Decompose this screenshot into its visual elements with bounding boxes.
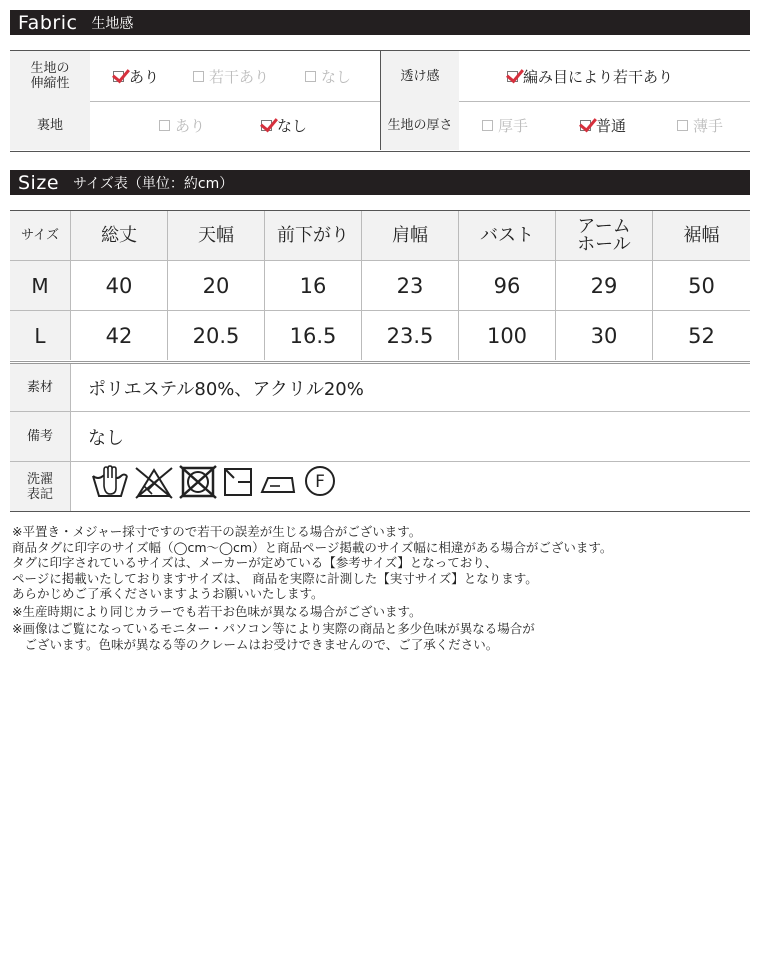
- divider: [70, 462, 71, 511]
- header-cell: バスト: [458, 211, 555, 260]
- sheer-label: 透け感: [381, 51, 459, 101]
- thickness-label: 生地の厚さ: [381, 101, 459, 150]
- divider: [10, 361, 750, 362]
- thickness-option-thick[interactable]: [482, 101, 528, 150]
- size-table-header: [10, 211, 750, 260]
- fabric-section-header: [10, 10, 750, 35]
- material-label: 素材: [10, 364, 70, 411]
- value-cell: 30: [555, 311, 652, 360]
- checkbox-empty-icon: [159, 120, 170, 131]
- value-cell: 16: [264, 261, 361, 310]
- header-cell: 肩幅: [361, 211, 458, 260]
- value-cell: 23.5: [361, 311, 458, 360]
- thickness-option-normal[interactable]: [580, 101, 626, 150]
- note-line: ※生産時期により同じカラーでも若干お色味が異なる場合がございます。: [12, 603, 422, 619]
- notes: [12, 524, 752, 652]
- stretch-option-none[interactable]: [305, 51, 351, 101]
- header-cell: 天幅: [167, 211, 264, 260]
- note-line: ※平置き・メジャー採寸ですので若干の誤差が生じる場合がございます。: [12, 524, 422, 539]
- divider: [70, 412, 71, 461]
- option-label: なし: [277, 117, 308, 135]
- checkbox-empty-icon: [482, 120, 493, 131]
- checkbox-empty-icon: [677, 120, 688, 131]
- value-cell: 40: [70, 261, 167, 310]
- no-tumble-dry-icon: [178, 464, 218, 504]
- checkbox-checked-icon: [507, 71, 518, 82]
- lining-option-none[interactable]: [261, 101, 307, 150]
- size-cell: M: [10, 261, 70, 310]
- option-label: あり: [175, 117, 206, 135]
- fabric-row-1: [10, 51, 750, 102]
- divider: [10, 511, 750, 512]
- washing-icons: [90, 465, 338, 503]
- note-line: あらかじめご了承くださいますようお願いいたします。: [12, 586, 324, 601]
- dry-clean-letter: F: [315, 472, 325, 492]
- option-label: あり: [129, 67, 160, 86]
- note-line: ※画像はご覧になっているモニター・パソコン等により実際の商品と多少色味が異なる場合が: [12, 621, 535, 636]
- header-cell: 総丈: [70, 211, 167, 260]
- value-cell: 96: [458, 261, 555, 310]
- checkbox-empty-icon: [193, 71, 204, 82]
- header-cell: サイズ: [10, 211, 70, 260]
- size-title: Size: [18, 171, 60, 194]
- remarks-value: なし: [88, 427, 124, 449]
- checkbox-empty-icon: [305, 71, 316, 82]
- note-line: ございます。色味が異なる等のクレームはお受けできませんので、ご了承ください。: [12, 636, 499, 652]
- fabric-title: Fabric: [18, 11, 78, 34]
- line-dry-shade-icon: [222, 464, 254, 504]
- option-label: なし: [321, 67, 352, 86]
- checkbox-checked-icon: [580, 120, 591, 131]
- no-bleach-icon: [134, 464, 174, 504]
- lining-option-ari[interactable]: [159, 101, 205, 150]
- material-value: ポリエステル80%、アクリル20%: [88, 378, 364, 400]
- note-line: タグに印字されているサイズは、メーカーが定めている【参考サイズ】となっており、: [12, 555, 498, 570]
- size-cell: L: [10, 311, 70, 360]
- value-cell: 52: [652, 311, 750, 360]
- value-cell: 16.5: [264, 311, 361, 360]
- divider: [70, 364, 71, 411]
- sheer-option-slight[interactable]: [507, 51, 673, 101]
- checkbox-checked-icon: [261, 120, 272, 131]
- remarks-row: [10, 412, 750, 461]
- iron-low-icon: [258, 464, 298, 504]
- stretch-label: 生地の 伸縮性: [10, 51, 90, 101]
- washing-label: 洗濯 表記: [10, 462, 70, 511]
- dry-clean-f-icon: [302, 464, 338, 504]
- header-cell: 前下がり: [264, 211, 361, 260]
- option-label: 普通: [596, 117, 627, 135]
- hand-wash-icon: [90, 464, 130, 504]
- size-subtitle: サイズ表（単位：約cm）: [73, 175, 234, 192]
- material-row: [10, 364, 750, 411]
- option-label: 薄手: [693, 117, 724, 135]
- note-line: 商品タグに印字のサイズ幅（◯cm〜◯cm）と商品ページ掲載のサイズ幅に相違がある場合がございます。: [12, 539, 613, 555]
- table-row: [10, 261, 750, 310]
- stretch-option-slight[interactable]: [193, 51, 269, 101]
- thickness-option-thin[interactable]: [677, 101, 723, 150]
- stretch-option-ari[interactable]: [113, 51, 159, 101]
- size-section-header: [10, 170, 750, 195]
- lining-label: 裏地: [10, 101, 90, 150]
- option-label: 編み目により若干あり: [523, 67, 674, 86]
- option-label: 厚手: [498, 117, 529, 135]
- fabric-row-2: [10, 101, 750, 150]
- value-cell: 42: [70, 311, 167, 360]
- remarks-label: 備考: [10, 412, 70, 461]
- fabric-subtitle: 生地感: [91, 15, 134, 32]
- table-row: [10, 311, 750, 360]
- option-label: 若干あり: [209, 67, 270, 86]
- fabric-table: [10, 50, 750, 152]
- value-cell: 100: [458, 311, 555, 360]
- value-cell: 50: [652, 261, 750, 310]
- note-line: ページに掲載いたしておりますサイズは、 商品を実際に計測した【実寸サイズ】となります。: [12, 570, 538, 586]
- value-cell: 20: [167, 261, 264, 310]
- value-cell: 20.5: [167, 311, 264, 360]
- value-cell: 23: [361, 261, 458, 310]
- header-cell: アーム ホール: [555, 211, 652, 260]
- header-cell: 裾幅: [652, 211, 750, 260]
- checkbox-checked-icon: [113, 71, 124, 82]
- value-cell: 29: [555, 261, 652, 310]
